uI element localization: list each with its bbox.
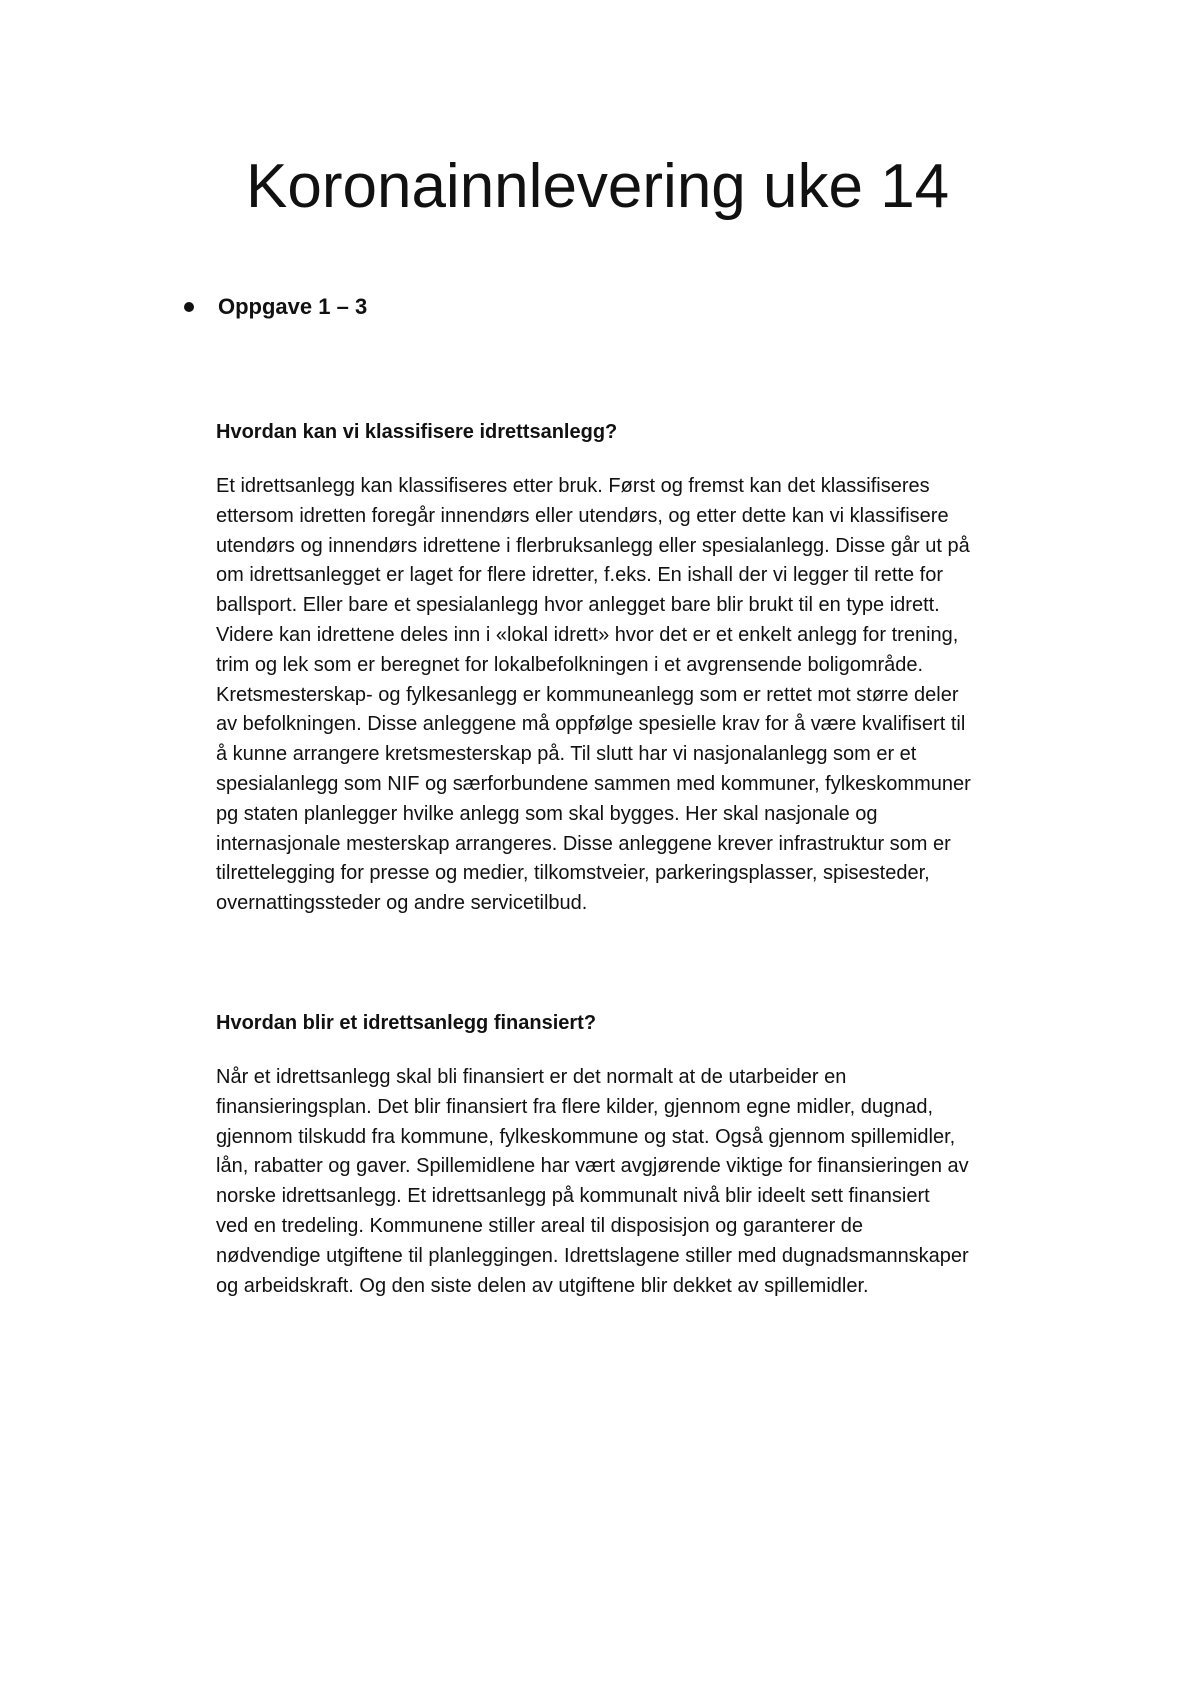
section-financing <box>216 1009 1076 1301</box>
document-title: Koronainnlevering uke 14 <box>246 152 950 221</box>
bullet-icon <box>184 302 194 312</box>
section-paragraph: Når et idrettsanlegg skal bli finansiert er det normalt at de utarbeider en finansieringsplan. Det blir finansiert fra flere kilder, gjennom egne midler, dugnad, gjennom tilskudd fra kommune, fylkeskommune og stat. Også gjennom spillemidler, lån, rabatter og gaver. Spillemidlene har vært avgjørende viktige for finansieringen av norske idrettsanlegg. Et idrettsanlegg på kommunalt nivå blir ideelt sett finansiert ved en tredeling. Kommunene stiller areal til disposisjon og garanterer de nødvendige utgiftene til planleggingen. Idrettslagene stiller med dugnadsmannskaper og arbeidskraft. Og den siste delen av utgiftene blir dekket av spillemidler. <box>216 1066 969 1297</box>
section-heading: Hvordan kan vi klassifisere idrettsanlegg? <box>216 421 618 443</box>
bullet-list-item <box>180 294 367 320</box>
section-paragraph: Et idrettsanlegg kan klassifiseres etter bruk. Først og fremst kan det klassifiseres ettersom idretten foregår innendørs eller utendørs, og etter dette kan vi klassifisere utendørs og innendørs idrettene i flerbruksanlegg eller spesialanlegg. Disse går ut på om idrettsanlegget er laget for flere idretter, f.eks. En ishall der vi legger til rette for ballsport. Eller bare et spesialanlegg hvor anlegget bare blir brukt til en type idrett. Videre kan idrettene deles inn i «lokal idrett» hvor det er et enkelt anlegg for trening, trim og lek som er beregnet for lokalbefolkningen i et avgrensende boligområde. Kretsmesterskap- og fylkesanlegg er kommuneanlegg som er rettet mot større deler av befolkningen. Disse anleggene må oppfølge spesielle krav for å være kvalifisert til å kunne arrangere kretsmesterskap på. Til slutt har vi nasjonalanlegg som er et spesialanlegg som NIF og særforbundene sammen med kommuner, fylkeskommuner pg staten planlegger hvilke anlegg som skal bygges. Her skal nasjonale og internasjonale mesterskap arrangeres. Disse anleggene krever infrastruktur som er tilrettelegging for presse og medier, tilkomstveier, parkeringsplasser, spisesteder, overnattingssteder og andre servicetilbud. <box>216 475 971 915</box>
bullet-label: Oppgave 1 – 3 <box>218 294 368 319</box>
section-heading: Hvordan blir et idrettsanlegg finansiert? <box>216 1012 597 1034</box>
section-classification <box>216 418 1076 919</box>
